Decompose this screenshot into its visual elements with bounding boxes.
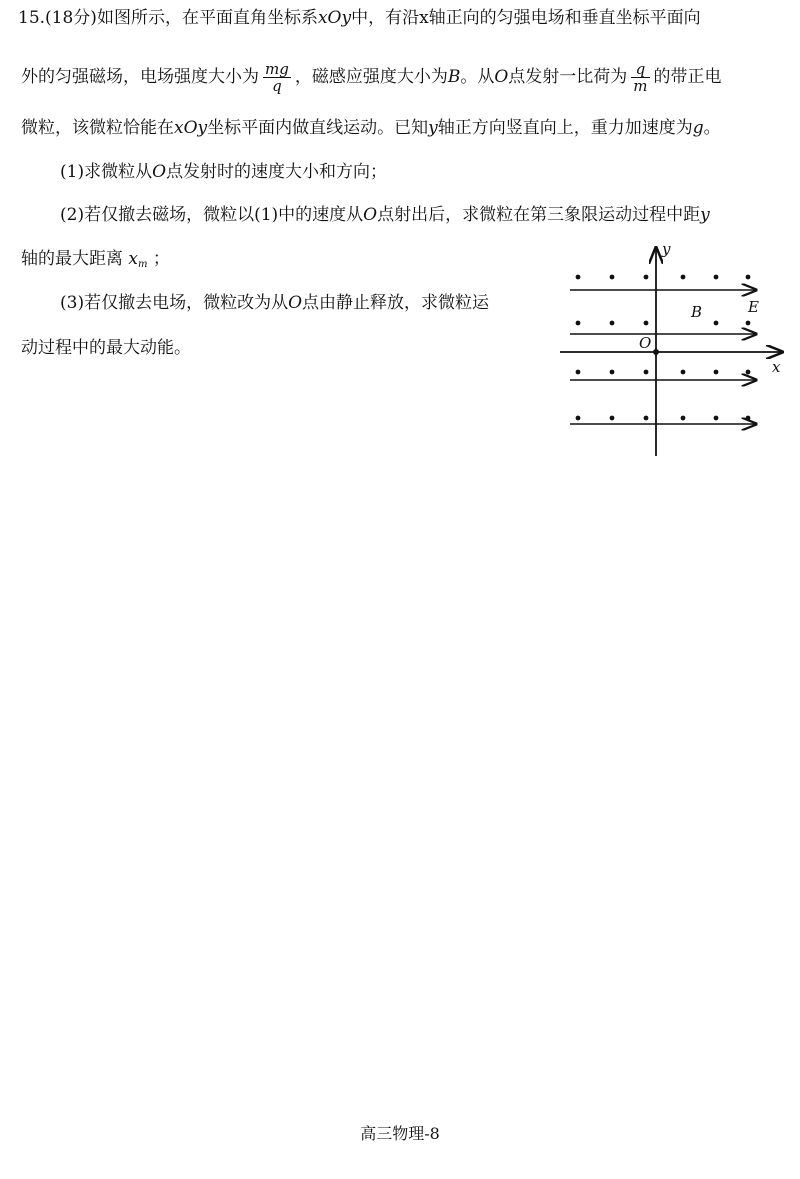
field-dot <box>610 370 615 375</box>
text-segment: 轴正方向竖直向上，重力加速度为 <box>437 118 693 138</box>
text-segment: 轴的最大距离 <box>21 249 123 269</box>
y-axis-label: y <box>662 240 671 258</box>
field-dot <box>746 275 751 280</box>
field-dot <box>576 370 581 375</box>
symbol-xm <box>128 249 147 269</box>
electric-field-label: E <box>748 298 759 316</box>
charge-mass-fraction <box>631 61 649 94</box>
symbol-g: g <box>692 118 704 138</box>
question-2 <box>60 205 710 225</box>
problem-score: (18分) <box>45 8 97 28</box>
magnetic-field-dots <box>576 275 751 421</box>
field-dot <box>746 370 751 375</box>
symbol-x: x <box>128 249 138 269</box>
magnetic-field-label: B <box>691 303 703 321</box>
problem-line-3 <box>21 118 721 138</box>
field-dot <box>746 416 751 421</box>
field-dot <box>644 370 649 375</box>
origin-label: O <box>639 334 652 352</box>
text-segment: 中，有沿x轴正向的匀强电场和垂直坐标平面向 <box>351 8 701 28</box>
text-segment: 外的匀强磁场，电场强度大小为 <box>21 67 259 87</box>
field-dot <box>681 370 686 375</box>
text-segment: 点发射一比荷为 <box>508 67 628 87</box>
problem-line-2 <box>21 61 722 94</box>
text-segment: 点由静止释放，求微粒运 <box>302 293 490 313</box>
text-segment: 如图所示，在平面直角坐标系 <box>96 8 318 28</box>
field-dot <box>644 321 649 326</box>
symbol-O: O <box>363 205 378 225</box>
fraction-numerator: q <box>631 61 649 78</box>
field-dot <box>746 321 751 326</box>
text-segment: 微粒，该微粒恰能在 <box>21 118 174 138</box>
symbol-y: y <box>700 205 710 225</box>
text-segment: ，磁感应强度大小为 <box>294 67 448 87</box>
text-segment: 。 <box>703 118 721 138</box>
field-dot <box>576 321 581 326</box>
field-dot <box>576 416 581 421</box>
field-dot <box>644 275 649 280</box>
coord-system-symbol: xOy <box>174 118 208 138</box>
field-dot <box>714 275 719 280</box>
field-dot <box>610 416 615 421</box>
question-2-continued <box>21 249 170 275</box>
symbol-O: O <box>152 162 167 182</box>
problem-line-1 <box>18 8 701 28</box>
field-dot <box>714 370 719 375</box>
field-diagram <box>560 238 800 463</box>
symbol-y: y <box>428 118 438 138</box>
fraction-denominator: m <box>633 77 648 95</box>
fraction-numerator: mg <box>265 60 289 78</box>
symbol-B: B <box>447 67 461 87</box>
field-strength-fraction <box>263 61 291 94</box>
x-axis-label: x <box>772 358 781 376</box>
field-dot <box>681 416 686 421</box>
origin-point <box>653 349 659 355</box>
text-segment: (3)若仅撤去电场，微粒改为从 <box>60 293 289 313</box>
coord-system-symbol: xOy <box>317 8 352 28</box>
subscript-m: m <box>138 259 148 270</box>
fraction-denominator: q <box>272 77 282 95</box>
text-segment: 动过程中的最大动能。 <box>21 338 191 358</box>
field-diagram-svg <box>560 238 800 463</box>
field-dot <box>610 275 615 280</box>
text-segment: 点发射时的速度大小和方向； <box>166 162 388 182</box>
text-segment: 的带正电 <box>653 67 722 87</box>
text-segment: (2)若仅撤去磁场，微粒以(1)中的速度从 <box>60 205 364 225</box>
question-3 <box>60 293 489 313</box>
symbol-O: O <box>494 67 509 87</box>
text-segment: ； <box>152 249 170 269</box>
field-dot <box>714 321 719 326</box>
field-dot <box>576 275 581 280</box>
problem-number: 15. <box>18 8 46 28</box>
question-3-continued <box>21 338 191 358</box>
text-segment: (1)求微粒从 <box>60 162 153 182</box>
page-footer: 高三物理-8 <box>360 1124 440 1143</box>
symbol-O: O <box>288 293 303 313</box>
field-dot <box>681 275 686 280</box>
field-dot <box>610 321 615 326</box>
text-segment: 坐标平面内做直线运动。已知 <box>207 118 429 138</box>
field-dot <box>714 416 719 421</box>
question-1 <box>60 162 387 182</box>
text-segment: 点射出后，求微粒在第三象限运动过程中距 <box>377 205 701 225</box>
field-dot <box>644 416 649 421</box>
text-segment: 。从 <box>460 67 495 87</box>
